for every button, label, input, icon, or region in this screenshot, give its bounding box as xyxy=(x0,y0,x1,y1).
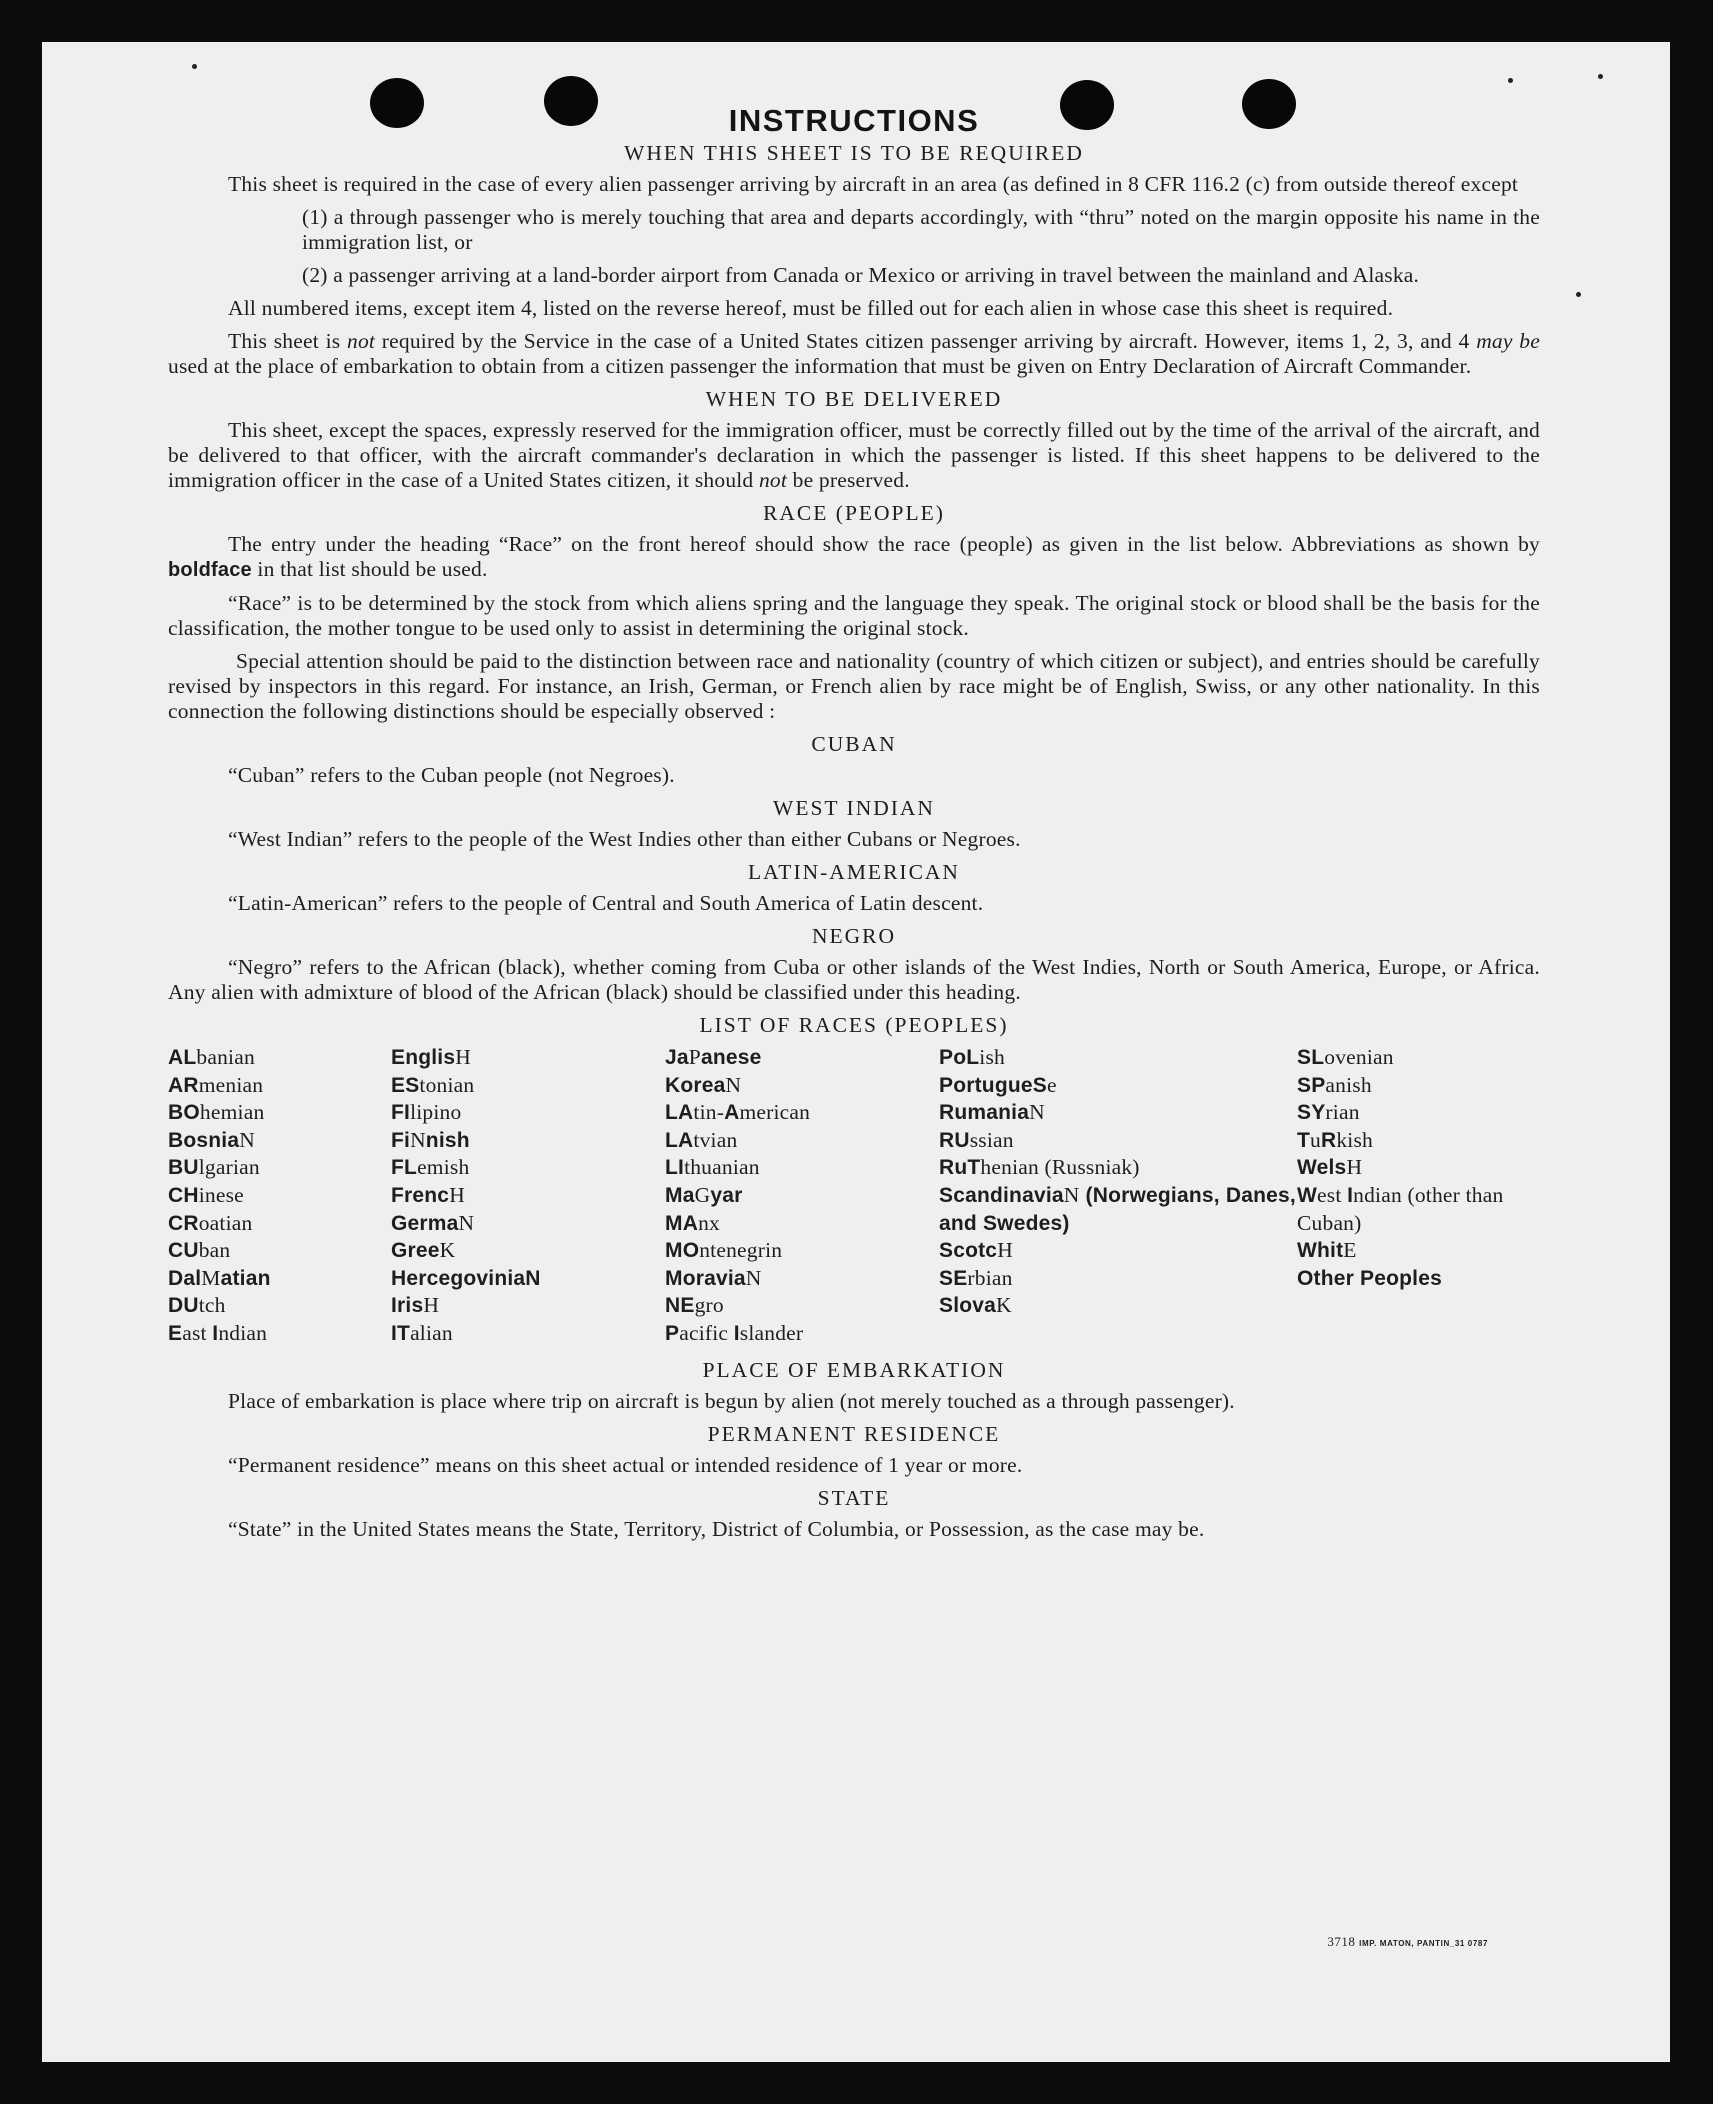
race-abbreviation: PortugueS xyxy=(939,1073,1047,1097)
race-entry xyxy=(1297,1099,1540,1127)
race-text: banian xyxy=(196,1045,255,1069)
race-entry xyxy=(168,1182,391,1210)
race-abbreviation: (Norwegians, Danes, and Swedes) xyxy=(939,1183,1296,1235)
race-abbreviation: MO xyxy=(665,1239,700,1263)
race-abbreviation: PoL xyxy=(939,1046,980,1069)
race-abbreviation: CH xyxy=(168,1183,199,1207)
form-number: 3718 xyxy=(1327,1934,1356,1949)
instructions-body xyxy=(168,103,1540,1550)
race-entry xyxy=(168,1265,391,1293)
race-text: ovenian xyxy=(1324,1045,1394,1069)
race-entry xyxy=(168,1127,391,1155)
race-entry xyxy=(391,1182,665,1210)
race-column xyxy=(665,1044,939,1348)
race-text: ntenegrin xyxy=(699,1238,783,1263)
instruction-sheet xyxy=(42,42,1670,2062)
race-column xyxy=(391,1044,665,1348)
race-text: anish xyxy=(1325,1072,1372,1097)
bold-text: boldface xyxy=(168,559,252,581)
race-entry xyxy=(1297,1182,1540,1237)
race-abbreviation: I xyxy=(733,1321,740,1345)
race-abbreviation: ES xyxy=(391,1073,420,1097)
heading-permanent-residence: PERMANENT RESIDENCE xyxy=(707,1421,1001,1446)
race-abbreviation: MA xyxy=(665,1211,699,1235)
paragraph: “State” in the United States means the State, Territory, District of Columbia, or Possession, as the case may be. xyxy=(228,1516,1205,1541)
race-abbreviation: Fi xyxy=(391,1128,411,1152)
paragraph: “Permanent residence” means on this sheet actual or intended residence of 1 year or more. xyxy=(228,1452,1023,1477)
race-entry xyxy=(939,1292,1297,1320)
race-entry xyxy=(665,1044,939,1072)
race-entry xyxy=(939,1099,1297,1127)
heading-when-required: WHEN THIS SHEET IS TO BE REQUIRED xyxy=(624,141,1084,165)
race-entry xyxy=(391,1320,665,1348)
race-text: tin- xyxy=(693,1100,725,1125)
text: used at the place of embarkation to obtain from a citizen passenger the information that must be given on Entry Declaration of Aircraft Commander. xyxy=(168,354,1472,378)
race-abbreviation: Moravia xyxy=(665,1266,746,1290)
list-item: (1) a through passenger who is merely touching that area and departs accordingly, with “thru” noted on the margin opposite his name in the immigration list, or xyxy=(302,205,1540,254)
race-entry xyxy=(939,1127,1297,1155)
race-text: H xyxy=(1346,1155,1363,1180)
race-entry xyxy=(391,1044,665,1072)
paragraph: “Cuban” refers to the Cuban people (not Negroes). xyxy=(228,763,675,787)
race-list xyxy=(168,1044,1540,1348)
paragraph: All numbered items, except item 4, listed on the reverse hereof, must be filled out for each alien in whose case this sheet is required. xyxy=(228,296,1394,320)
race-entry xyxy=(168,1099,391,1127)
speck xyxy=(1576,292,1581,297)
race-text: kish xyxy=(1336,1127,1373,1152)
page-title: INSTRUCTIONS xyxy=(728,103,980,138)
race-text: lipino xyxy=(410,1100,462,1125)
race-text: N xyxy=(1029,1100,1045,1125)
race-abbreviation: IT xyxy=(391,1321,411,1345)
heading-cuban: CUBAN xyxy=(811,732,897,756)
race-text: P xyxy=(688,1045,701,1069)
race-text: oatian xyxy=(198,1210,253,1235)
race-text: tch xyxy=(198,1293,226,1318)
race-abbreviation: Scotc xyxy=(939,1239,998,1263)
text: This sheet, except the spaces, expressly reserved for the immigration officer, must be correctly filled out by the time of the arrival of the aircraft, and be delivered to that officer, with the aircraft commander's declaration in which the passenger is listed. If this sheet happens to be delivered to the immigration officer in the case of a United States citizen, it should xyxy=(168,418,1540,492)
race-text: ast xyxy=(182,1320,213,1345)
race-entry xyxy=(665,1265,939,1293)
speck xyxy=(1508,78,1513,83)
race-entry xyxy=(939,1182,1297,1237)
race-text: est xyxy=(1317,1182,1348,1207)
paragraph: Special attention should be paid to the distinction between race and nationality (country of which citizen or subject), and entries should be carefully revised by inspectors in this regard. For instance, an Irish, German, or French alien by race might be of English, Swiss, or any other nationality. In this connection the following distinctions should be especially observed : xyxy=(168,649,1540,723)
race-abbreviation: Wels xyxy=(1297,1156,1347,1180)
race-text: N xyxy=(410,1127,426,1152)
race-entry xyxy=(168,1292,391,1320)
race-entry xyxy=(391,1265,665,1293)
race-entry xyxy=(1297,1265,1540,1293)
form-footer xyxy=(1327,1934,1488,1950)
race-entry xyxy=(168,1044,391,1072)
race-abbreviation: AR xyxy=(168,1073,199,1097)
race-text: tonian xyxy=(419,1072,475,1097)
race-entry xyxy=(168,1237,391,1265)
heading-when-delivered: WHEN TO BE DELIVERED xyxy=(705,387,1003,411)
race-abbreviation: CU xyxy=(168,1239,199,1263)
race-entry xyxy=(391,1072,665,1100)
race-abbreviation: FI xyxy=(391,1101,411,1125)
race-text: ssian xyxy=(969,1127,1014,1152)
race-text: hemian xyxy=(199,1100,265,1125)
heading-negro: NEGRO xyxy=(811,924,897,948)
race-entry xyxy=(1297,1044,1540,1072)
race-entry xyxy=(665,1127,939,1155)
race-column xyxy=(1297,1044,1540,1348)
race-abbreviation: Germa xyxy=(391,1211,459,1235)
race-text: tvian xyxy=(693,1127,738,1152)
race-abbreviation: A xyxy=(724,1101,740,1125)
race-text: thuanian xyxy=(684,1155,760,1180)
paragraph xyxy=(168,329,1540,379)
race-abbreviation: Bosnia xyxy=(168,1128,240,1152)
race-abbreviation: SY xyxy=(1297,1101,1326,1125)
paragraph: “Race” is to be determined by the stock from which aliens spring and the language they speak. The original stock or blood shall be the basis for the classification, the mother tongue to be used only to assist in determining the original stock. xyxy=(168,591,1540,640)
race-text: merican xyxy=(739,1100,811,1125)
race-text: inese xyxy=(198,1182,244,1207)
text: This sheet is xyxy=(228,329,347,353)
race-abbreviation: SL xyxy=(1297,1046,1325,1069)
text: in that list should be used. xyxy=(251,557,488,581)
race-abbreviation: NE xyxy=(665,1294,695,1318)
race-text: alian xyxy=(410,1320,453,1345)
race-text: u xyxy=(1310,1127,1321,1152)
paragraph xyxy=(168,418,1540,493)
race-entry xyxy=(665,1210,939,1238)
race-abbreviation: Frenc xyxy=(391,1183,450,1207)
race-text: menian xyxy=(198,1072,264,1097)
text: be preserved. xyxy=(787,468,910,492)
heading-state: STATE xyxy=(817,1485,891,1510)
race-text: K xyxy=(439,1238,456,1263)
race-abbreviation: Iris xyxy=(391,1294,424,1318)
race-text: H xyxy=(449,1182,465,1207)
race-abbreviation: SE xyxy=(939,1266,968,1290)
race-text: N xyxy=(725,1072,742,1097)
race-text: e xyxy=(1046,1072,1057,1097)
race-abbreviation: anese xyxy=(700,1046,762,1069)
race-abbreviation: T xyxy=(1297,1128,1311,1152)
text: required by the Service in the case of a United States citizen passenger arriving by aircraft. However, items 1, 2, 3, and 4 xyxy=(375,329,1477,353)
race-abbreviation: Dal xyxy=(168,1266,202,1290)
race-abbreviation: CR xyxy=(168,1211,199,1235)
race-abbreviation: Korea xyxy=(665,1073,726,1097)
race-entry xyxy=(665,1320,939,1348)
race-text: H xyxy=(997,1238,1013,1263)
race-entry xyxy=(665,1237,939,1265)
race-entry xyxy=(1297,1072,1540,1100)
race-abbreviation: Ma xyxy=(665,1183,695,1207)
heading-place-of-embarkation: PLACE OF EMBARKATION xyxy=(702,1357,1006,1382)
heading-west-indian: WEST INDIAN xyxy=(773,796,935,820)
list-item: (2) a passenger arriving at a land-border airport from Canada or Mexico or arriving in travel between the mainland and Alaska. xyxy=(302,263,1420,287)
race-entry xyxy=(1297,1127,1540,1155)
race-abbreviation: Gree xyxy=(391,1239,440,1263)
race-abbreviation: LI xyxy=(665,1156,685,1180)
italic-text: may be xyxy=(1476,329,1540,353)
heading-latin-american: LATIN-AMERICAN xyxy=(748,860,960,884)
heading-race: RACE (PEOPLE) xyxy=(763,501,945,525)
race-entry xyxy=(665,1292,939,1320)
race-column xyxy=(168,1044,391,1348)
text: The entry under the heading “Race” on the front hereof should show the race (people) as given in the list below. Abbreviations as shown by xyxy=(228,532,1540,556)
italic-text: not xyxy=(347,329,376,353)
race-text: E xyxy=(1343,1238,1357,1263)
race-abbreviation: E xyxy=(168,1321,183,1345)
race-text: N xyxy=(458,1210,475,1235)
paragraph: “Latin-American” refers to the people of Central and South America of Latin descent. xyxy=(228,891,984,915)
paragraph xyxy=(168,532,1540,583)
italic-text: not xyxy=(758,468,788,492)
race-abbreviation: AL xyxy=(168,1046,197,1069)
race-entry xyxy=(665,1182,939,1210)
paragraph: “Negro” refers to the African (black), whether coming from Cuba or other islands of the West Indies, North or South America, Europe, or Africa. Any alien with admixture of blood of the African (black) should be classified under this heading. xyxy=(168,955,1540,1004)
race-entry xyxy=(665,1154,939,1182)
race-entry xyxy=(168,1210,391,1238)
race-text: ndian xyxy=(218,1320,268,1345)
race-text: N xyxy=(1063,1182,1080,1207)
race-abbreviation: LA xyxy=(665,1101,694,1125)
race-abbreviation: RuT xyxy=(939,1156,981,1180)
race-entry xyxy=(665,1072,939,1100)
race-abbreviation: I xyxy=(212,1321,219,1345)
race-entry xyxy=(939,1072,1297,1100)
race-abbreviation: LA xyxy=(665,1128,694,1152)
race-entry xyxy=(665,1099,939,1127)
paragraph: This sheet is required in the case of every alien passenger arriving by aircraft in an area (as defined in 8 CFR 116.2 (c) from outside thereof except xyxy=(228,172,1519,196)
race-text: N xyxy=(745,1265,762,1290)
race-entry xyxy=(391,1099,665,1127)
race-text: acific xyxy=(679,1320,734,1345)
race-abbreviation: FL xyxy=(391,1156,418,1180)
speck xyxy=(1598,74,1603,79)
race-entry xyxy=(939,1265,1297,1293)
race-text: emish xyxy=(417,1155,470,1180)
race-entry xyxy=(168,1072,391,1100)
race-entry xyxy=(391,1292,665,1320)
race-text: rian xyxy=(1325,1100,1360,1125)
race-abbreviation: Whit xyxy=(1297,1239,1344,1263)
race-entry xyxy=(1297,1154,1540,1182)
paragraph: “West Indian” refers to the people of the West Indies other than either Cubans or Negroes. xyxy=(228,827,1021,851)
race-column xyxy=(939,1044,1297,1348)
race-entry xyxy=(391,1210,665,1238)
race-abbreviation: Slova xyxy=(939,1294,997,1318)
race-text: ish xyxy=(979,1045,1005,1069)
race-abbreviation: W xyxy=(1297,1183,1318,1207)
race-abbreviation: Ja xyxy=(665,1046,689,1069)
race-abbreviation: nish xyxy=(425,1128,470,1152)
race-text: gro xyxy=(694,1293,724,1318)
race-entry xyxy=(391,1127,665,1155)
race-text: N xyxy=(239,1127,255,1152)
race-abbreviation: P xyxy=(665,1321,680,1345)
race-entry xyxy=(391,1154,665,1182)
race-text: rbian xyxy=(967,1265,1013,1290)
race-abbreviation: R xyxy=(1320,1128,1337,1152)
race-entry xyxy=(1297,1237,1540,1265)
paragraph: Place of embarkation is place where trip on aircraft is begun by alien (not merely touched as a through passenger). xyxy=(228,1388,1235,1413)
race-text: henian (Russniak) xyxy=(980,1155,1140,1180)
printer-imprint: IMP. MATON, PANTIN_31 0787 xyxy=(1359,1939,1488,1948)
race-entry xyxy=(939,1154,1297,1182)
race-text: H xyxy=(423,1293,440,1318)
race-entry xyxy=(391,1237,665,1265)
race-text: ban xyxy=(198,1238,231,1263)
race-entry xyxy=(939,1044,1297,1072)
speck xyxy=(192,64,197,69)
race-abbreviation: DU xyxy=(168,1294,199,1318)
race-text: ndian (other than Cuban) xyxy=(1297,1182,1504,1235)
race-text: H xyxy=(455,1045,471,1069)
race-abbreviation: BU xyxy=(168,1156,199,1180)
race-text: G xyxy=(694,1182,711,1207)
race-abbreviation: yar xyxy=(710,1183,743,1207)
race-text: nx xyxy=(698,1210,720,1235)
heading-list-of-races: LIST OF RACES (PEOPLES) xyxy=(699,1013,1009,1037)
race-abbreviation: atian xyxy=(220,1266,271,1290)
race-entry xyxy=(939,1237,1297,1265)
race-abbreviation: Other Peoples xyxy=(1297,1266,1442,1290)
race-abbreviation: BO xyxy=(168,1101,200,1125)
race-abbreviation: RU xyxy=(939,1128,970,1152)
race-text: lgarian xyxy=(198,1155,260,1180)
race-abbreviation: I xyxy=(1347,1183,1354,1207)
race-abbreviation: Englis xyxy=(391,1046,456,1069)
race-abbreviation: SP xyxy=(1297,1073,1326,1097)
race-abbreviation: Scandinavia xyxy=(939,1183,1064,1207)
race-entry xyxy=(168,1154,391,1182)
race-text: K xyxy=(996,1293,1012,1318)
race-abbreviation: HercegoviniaN xyxy=(391,1266,541,1290)
race-text: slander xyxy=(739,1320,804,1345)
race-entry xyxy=(168,1320,391,1348)
race-abbreviation: Rumania xyxy=(939,1101,1030,1125)
race-text: M xyxy=(201,1265,221,1290)
